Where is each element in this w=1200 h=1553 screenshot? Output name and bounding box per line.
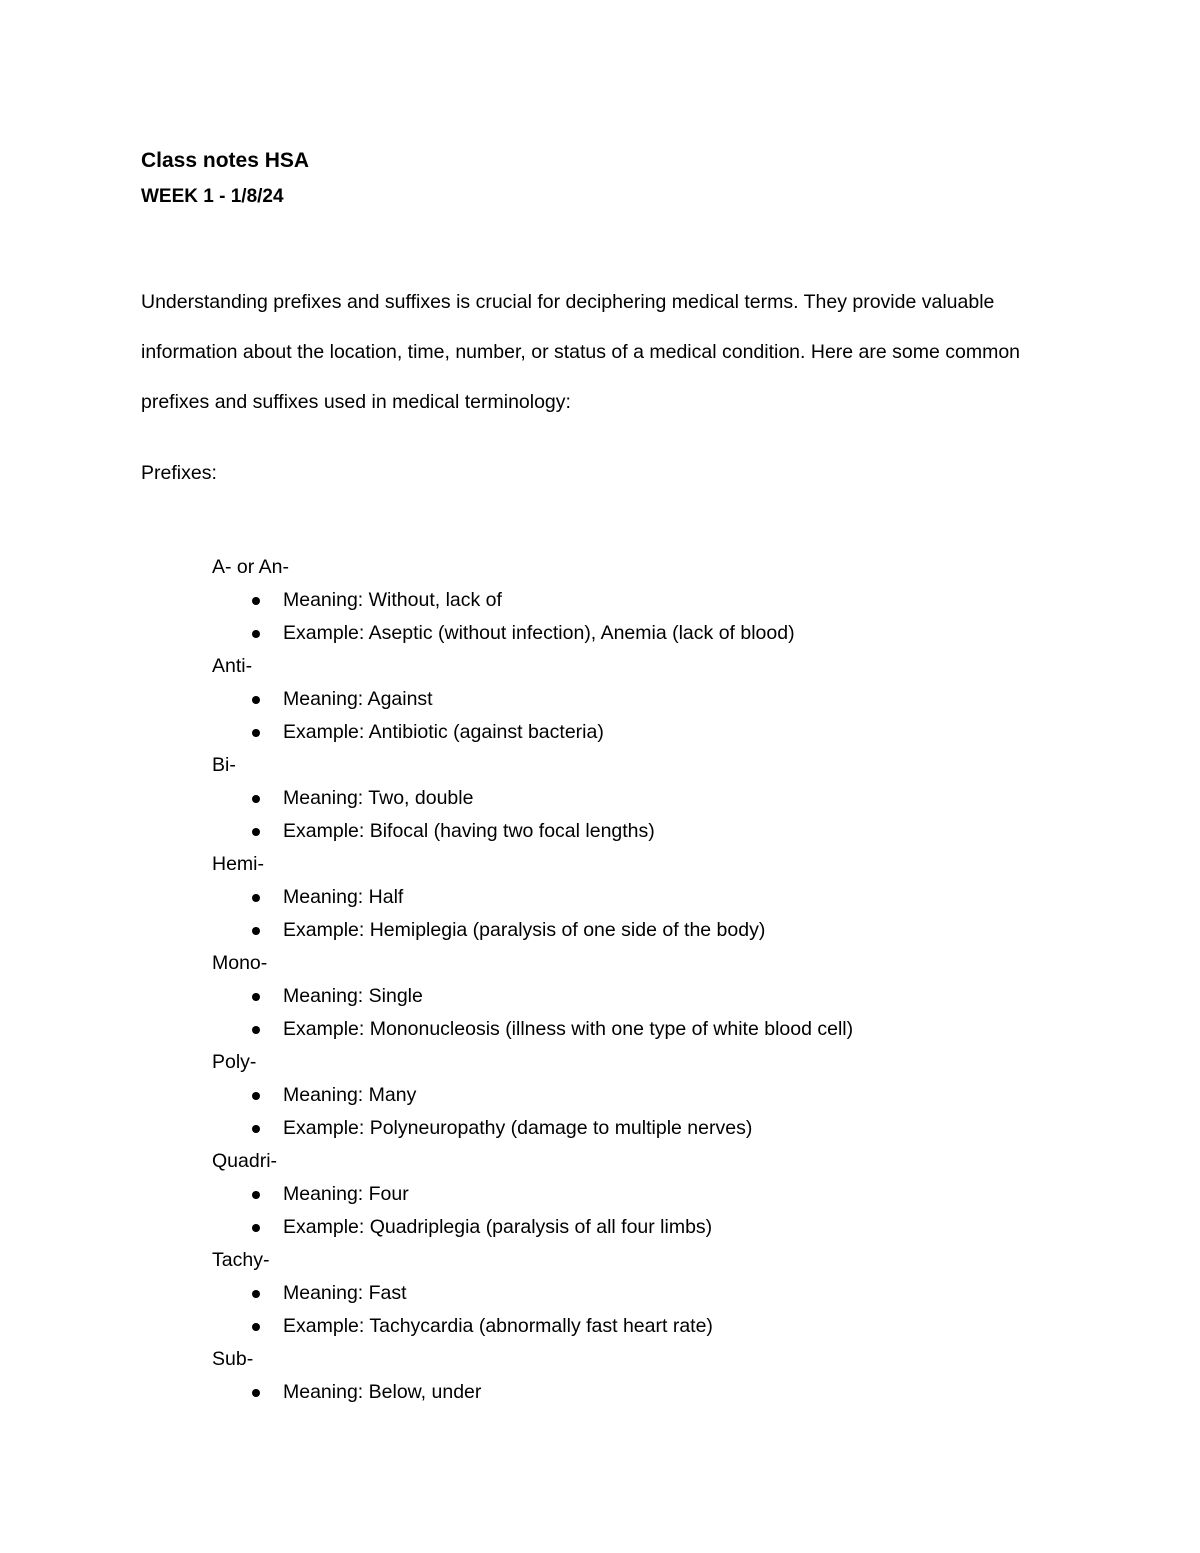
prefix-list — [212, 551, 1041, 1409]
prefix-detail-text: Example: Tachycardia (abnormally fast heart rate) — [283, 1315, 713, 1337]
prefix-detail-item — [212, 1310, 1041, 1343]
bullet-icon — [252, 894, 260, 902]
prefix-entry — [212, 551, 1041, 650]
prefix-detail-text: Meaning: Against — [283, 688, 433, 710]
prefix-entry — [212, 650, 1041, 749]
prefix-detail-item — [212, 1376, 1041, 1409]
bullet-icon — [252, 927, 260, 935]
bullet-icon — [252, 597, 260, 605]
prefix-term: Bi- — [212, 754, 236, 776]
bullet-icon — [252, 1224, 260, 1232]
prefix-detail-item — [212, 617, 1041, 650]
prefix-detail-text: Example: Hemiplegia (paralysis of one side of the body) — [283, 919, 766, 941]
prefix-detail-item — [212, 1079, 1041, 1112]
document-title: Class notes HSA — [141, 149, 310, 172]
prefix-detail-list — [212, 980, 1041, 1046]
prefix-term: Poly- — [212, 1051, 257, 1073]
prefix-term: Sub- — [212, 1348, 254, 1370]
prefix-detail-item — [212, 881, 1041, 914]
prefix-detail-item — [212, 1178, 1041, 1211]
prefix-detail-list — [212, 782, 1041, 848]
prefix-term: Quadri- — [212, 1150, 278, 1172]
prefix-entry — [212, 947, 1041, 1046]
intro-paragraph: Understanding prefixes and suffixes is crucial for deciphering medical terms. They provide valuable information about the location, time, number, or status of a medical condition. Here are some common prefixes and suffixes used in medical terminology: — [141, 291, 1021, 413]
bullet-icon — [252, 828, 260, 836]
bullet-icon — [252, 1191, 260, 1199]
prefix-entry — [212, 848, 1041, 947]
prefix-detail-list — [212, 1079, 1041, 1145]
bullet-icon — [252, 1125, 260, 1133]
prefix-entry — [212, 1145, 1041, 1244]
prefixes-heading: Prefixes: — [141, 462, 217, 484]
prefix-detail-text: Meaning: Below, under — [283, 1381, 482, 1403]
prefix-detail-text: Meaning: Fast — [283, 1282, 407, 1304]
prefix-detail-item — [212, 782, 1041, 815]
prefix-detail-item — [212, 716, 1041, 749]
prefix-detail-text: Example: Antibiotic (against bacteria) — [283, 721, 604, 743]
bullet-icon — [252, 1290, 260, 1298]
prefix-detail-text: Example: Aseptic (without infection), Anemia (lack of blood) — [283, 622, 795, 644]
prefix-detail-list — [212, 1277, 1041, 1343]
bullet-icon — [252, 630, 260, 638]
prefix-detail-item — [212, 815, 1041, 848]
prefix-entry — [212, 1244, 1041, 1343]
prefix-term: A- or An- — [212, 556, 289, 578]
bullet-icon — [252, 696, 260, 704]
bullet-icon — [252, 993, 260, 1001]
prefix-detail-text: Meaning: Without, lack of — [283, 589, 502, 611]
prefix-term: Anti- — [212, 655, 253, 677]
prefix-detail-list — [212, 1178, 1041, 1244]
prefix-detail-list — [212, 584, 1041, 650]
bullet-icon — [252, 1092, 260, 1100]
prefix-detail-item — [212, 1013, 1041, 1046]
prefix-detail-item — [212, 584, 1041, 617]
bullet-icon — [252, 729, 260, 737]
document-body — [141, 143, 1041, 1409]
prefix-detail-item — [212, 1112, 1041, 1145]
bullet-icon — [252, 1389, 260, 1397]
prefix-detail-item — [212, 1277, 1041, 1310]
prefix-detail-list — [212, 683, 1041, 749]
prefix-detail-text: Meaning: Two, double — [283, 787, 474, 809]
prefix-entry — [212, 749, 1041, 848]
prefix-detail-item — [212, 683, 1041, 716]
prefix-detail-text: Meaning: Single — [283, 985, 423, 1007]
prefix-term: Tachy- — [212, 1249, 270, 1271]
prefix-detail-item — [212, 1211, 1041, 1244]
prefix-term: Hemi- — [212, 853, 264, 875]
prefix-detail-list — [212, 1376, 1041, 1409]
prefix-detail-text: Meaning: Half — [283, 886, 404, 908]
prefix-detail-text: Example: Quadriplegia (paralysis of all four limbs) — [283, 1216, 713, 1238]
prefix-detail-item — [212, 914, 1041, 947]
prefix-entry — [212, 1046, 1041, 1145]
prefix-detail-item — [212, 980, 1041, 1013]
prefix-term: Mono- — [212, 952, 268, 974]
prefix-detail-text: Example: Polyneuropathy (damage to multiple nerves) — [283, 1117, 753, 1139]
prefix-detail-text: Meaning: Four — [283, 1183, 409, 1205]
prefix-detail-list — [212, 881, 1041, 947]
bullet-icon — [252, 1323, 260, 1331]
bullet-icon — [252, 795, 260, 803]
prefix-detail-text: Example: Bifocal (having two focal lengths) — [283, 820, 655, 842]
bullet-icon — [252, 1026, 260, 1034]
prefix-detail-text: Meaning: Many — [283, 1084, 417, 1106]
prefix-entry — [212, 1343, 1041, 1409]
prefix-detail-text: Example: Mononucleosis (illness with one type of white blood cell) — [283, 1018, 854, 1040]
week-heading: WEEK 1 - 1/8/24 — [141, 186, 284, 207]
